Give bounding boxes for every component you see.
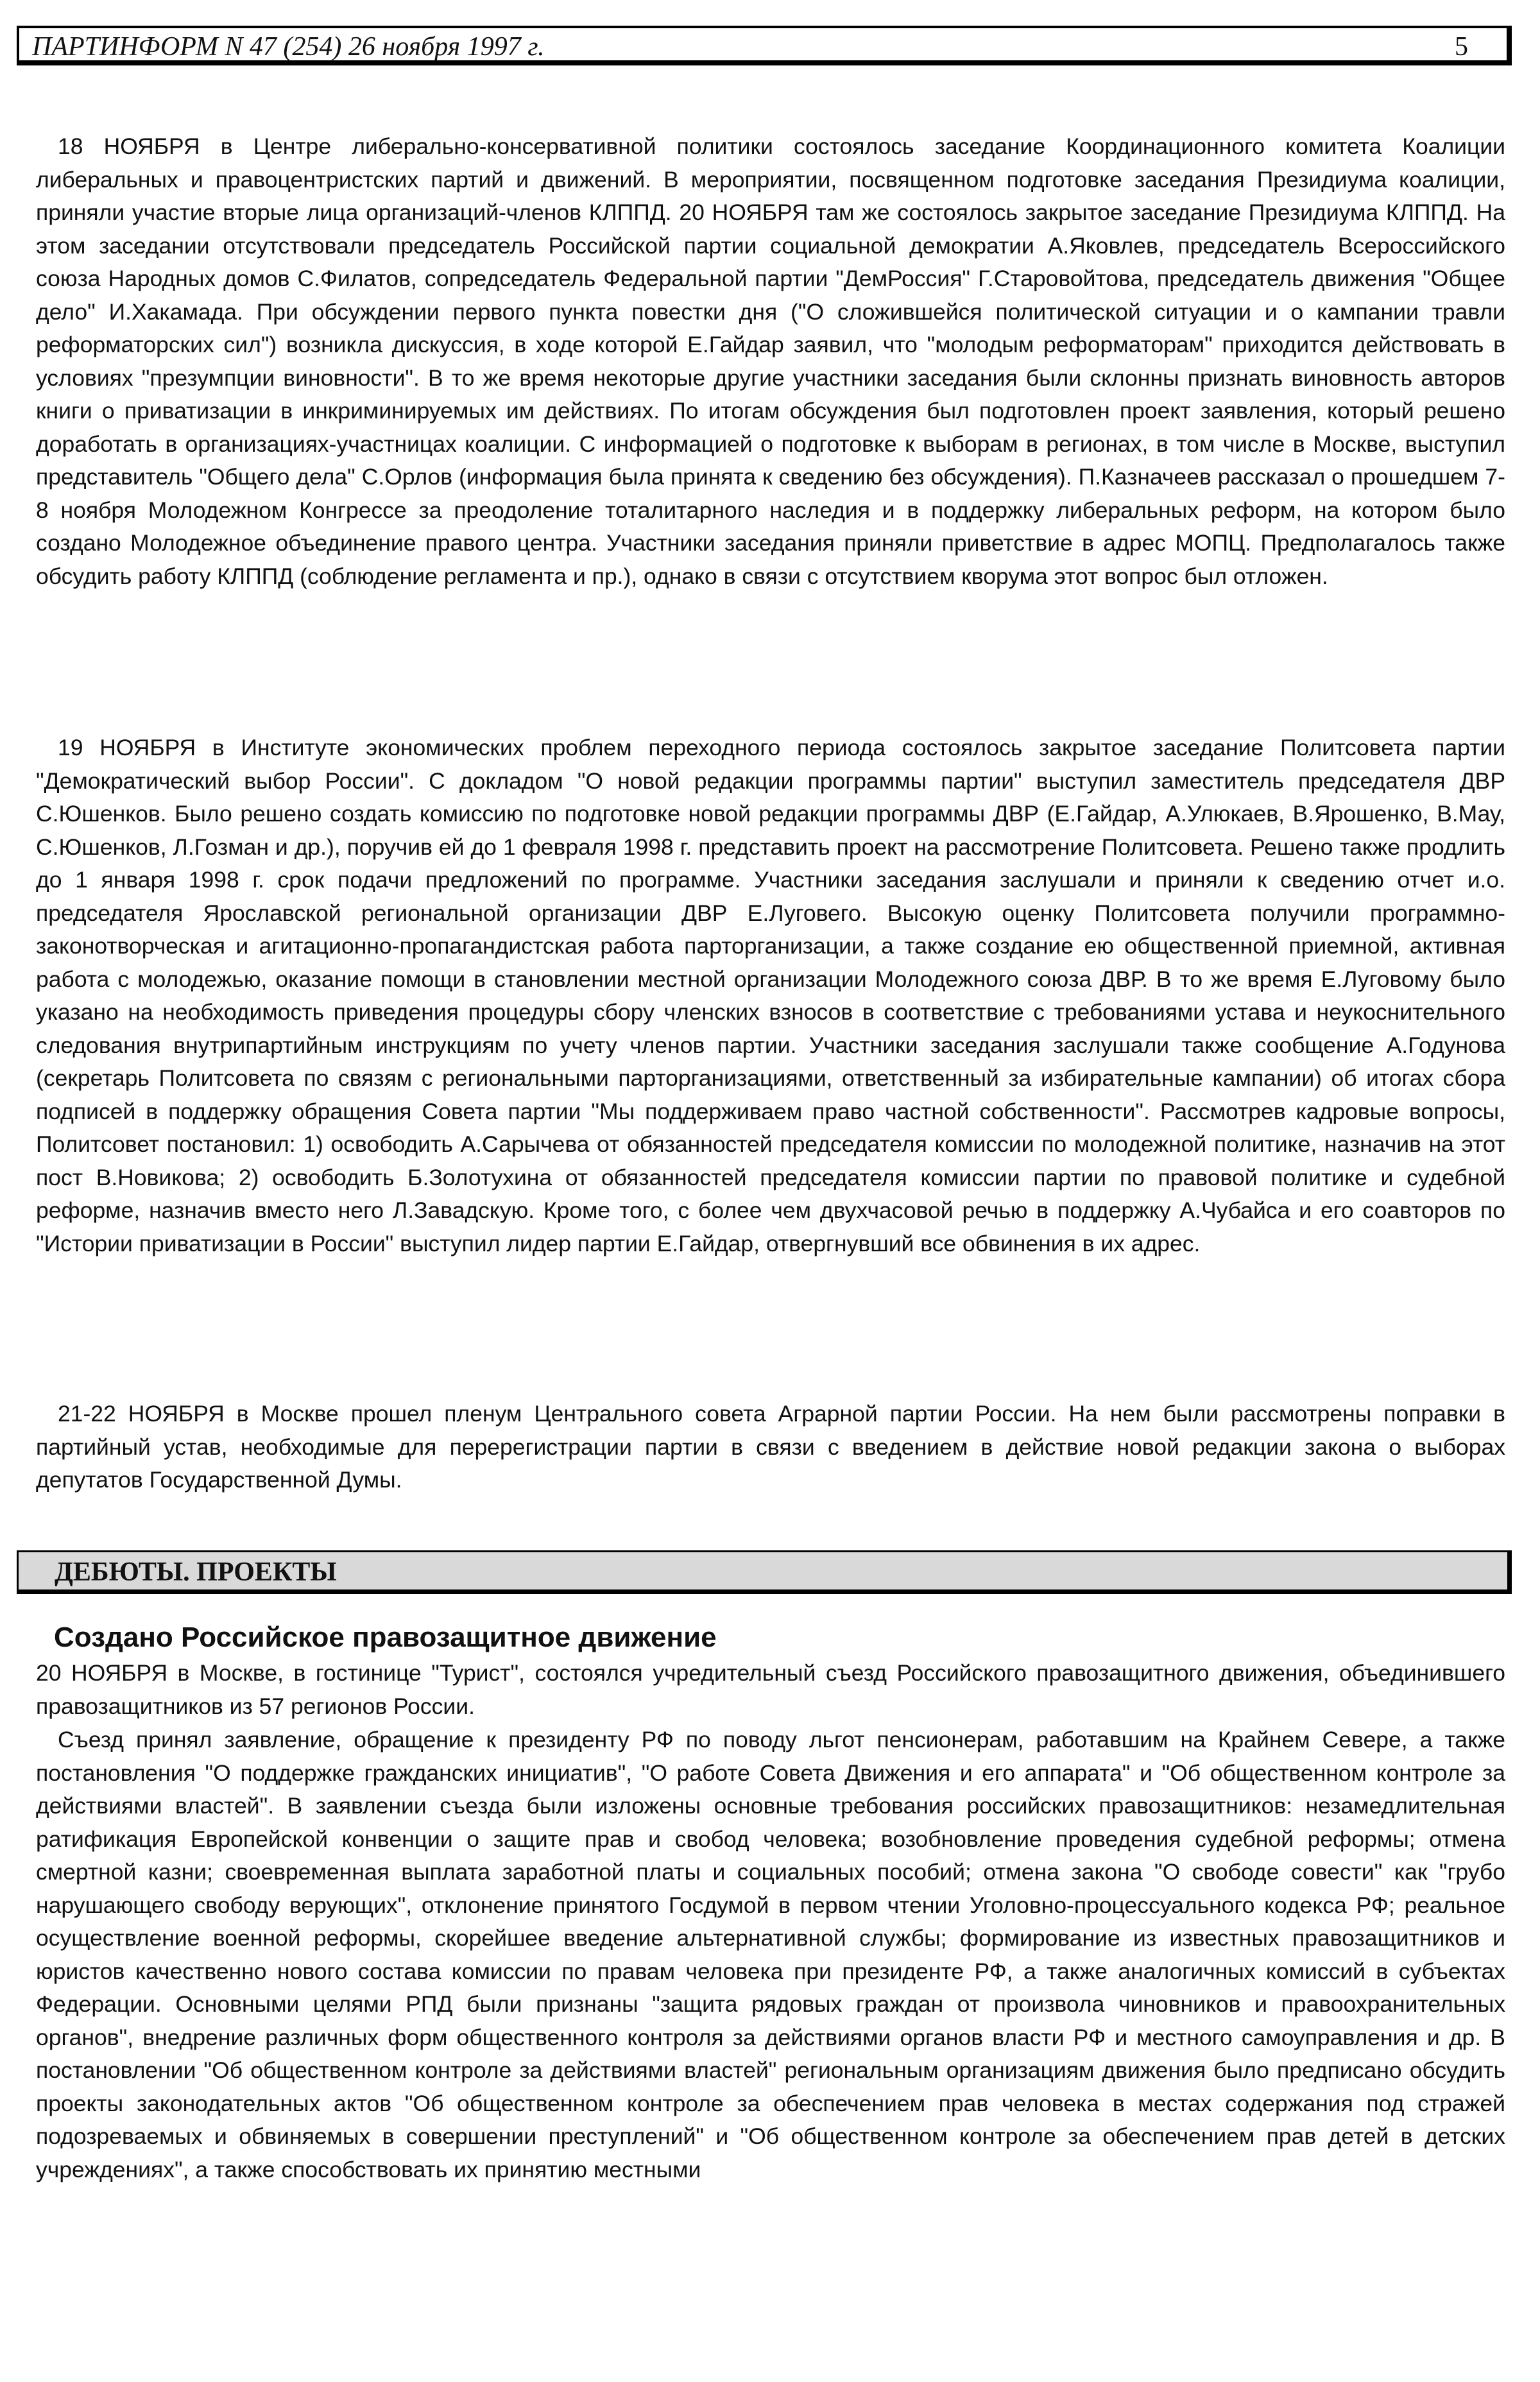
page-header [17,26,1512,65]
article-lead-paragraph: 20 НОЯБРЯ в Москве, в гостинице "Турист", состоялся учредительный съезд Российского правозащитного движения, объединившего правозащитников из 57 регионов России. [36,1660,1505,1719]
news-paragraph-nov-21-22: 21-22 НОЯБРЯ в Москве прошел пленум Центрального совета Аграрной партии России. На нем были рассмотрены поправки в партийный устав, необходимые для перерегистрации партии в связи с введением в действие новой редакции закона о выборах депутатов Государственной Думы. [36,1401,1505,1493]
article-body-paragraph: Съезд принял заявление, обращение к президенту РФ по поводу льгот пенсионерам, работавшим на Крайнем Севере, а также постановления "О поддержке гражданских инициатив", "О работе Совета Движения и его аппарата" и "Об общественном контроле за действиями властей". В заявлении съезда были изложены основные требования российских правозащитников: незамедлительная ратификация Европейской конвенции о защите прав и свобод человека; возобновление проведения судебной реформы; отмена смертной казни; своевременная выплата заработной платы и социальных пособий; отмена закона "О свободе совести" как "грубо нарушающего свободу верующих", отклонение принятого Госдумой в первом чтении Уголовно-процессуального кодекса РФ; реальное осуществление военной реформы, скорейшее введение альтернативной службы; формирование из известных правозащитников и юристов качественно нового состава комиссии по правам человека при президенте РФ, а также аналогичных комиссий в субъектах Федерации. Основными целями РПД были признаны "защита рядовых граждан от произвола чиновников и правоохранительных органов", внедрение различных форм общественного контроля за действиями органов власти РФ и местного самоуправления и др. В постановлении "Об общественном контроле за действиями властей" региональным организациям движения было предписано обсудить проекты законодательных актов "Об общественном контроле за обеспечением прав человека в местах содержания под стражей подозреваемых и обвиняемых в совершении преступлений" и "Об общественном контроле за обеспечением прав детей в детских учреждениях", а также способствовать их принятию местными [36,1727,1505,2182]
article-headline: Создано Российское правозащитное движение [54,1622,717,1653]
news-paragraph-nov-19: 19 НОЯБРЯ в Институте экономических проблем переходного периода состоялось закрытое заседание Политсовета партии "Демократический выбор России". С докладом "О новой редакции программы партии" выступил заместитель председателя ДВР С.Юшенков. Было решено создать комиссию по подготовке новой редакции программы ДВР (Е.Гайдар, А.Улюкаев, В.Ярошенко, В.Мау, С.Юшенков, Л.Гозман и др.), поручив ей до 1 февраля 1998 г. представить проект на рассмотрение Политсовета. Решено также продлить до 1 января 1998 г. срок подачи предложений по программе. Участники заседания заслушали и приняли к сведению отчет и.о. председателя Ярославской региональной организации ДВР Е.Луговего. Высокую оценку Политсовета получили программно-законотворческая и агитационно-пропагандистская работа парторганизации, а также создание ею общественной приемной, активная работа с молодежью, оказание помощи в становлении местной организации Молодежного союза ДВР. В то же время Е.Луговому было указано на необходимость приведения процедуры сбору членских взносов в соответствие с требованиями устава и неукоснительного следования внутрипартийным инструкциям по учету членов партии. Участники заседания заслушали также сообщение А.Годунова (секретарь Политсовета по связям с региональными парторганизациями, ответственный за избирательные кампании) об итогах сбора подписей в поддержку обращения Совета партии "Мы поддерживаем право частной собственности". Рассмотрев кадровые вопросы, Политсовет постановил: 1) освободить А.Сарычева от обязанностей председателя комиссии по молодежной политике, назначив на этот пост В.Новикова; 2) освободить Б.Золотухина от обязанностей председателя комиссии партии по правовой политике и судебной реформе, назначив вместо него Л.Завадскую. Кроме того, с более чем двухчасовой речью в поддержку А.Чубайса и его соавторов по "Истории приватизации в России" выступил лидер партии Е.Гайдар, отвергнувший все обвинения в их адрес. [36,735,1505,1256]
section-header [17,1550,1512,1594]
news-paragraph-nov-18: 18 НОЯБРЯ в Центре либерально-консервативной политики состоялось заседание Координационного комитета Коалиции либеральных и правоцентристских партий и движений. В мероприятии, посвященном подготовке заседания Президиума коалиции, приняли участие вторые лица организаций-членов КЛППД. 20 НОЯБРЯ там же состоялось закрытое заседание Президиума КЛППД. На этом заседании отсутствовали председатель Российской партии социальной демократии А.Яковлев, председатель Всероссийского союза Народных домов С.Филатов, сопредседатель Федеральной партии "ДемРоссия" Г.Старовойтова, председатель движения "Общее дело" И.Хакамада. При обсуждении первого пункта повестки дня ("О сложившейся политической ситуации и о кампании травли реформаторских сил") возникла дискуссия, в ходе которой Е.Гайдар заявил, что "молодым реформаторам" приходится действовать в условиях "презумпции виновности". В то же время некоторые другие участники заседания были склонны признать виновность авторов книги о приватизации в инкриминируемых им действиях. По итогам обсуждения был подготовлен проект заявления, который решено доработать в организациях-участницах коалиции. С информацией о подготовке к выборам в регионах, в том числе в Москве, выступил представитель "Общего дела" С.Орлов (информация была принята к сведению без обсуждения). П.Казначеев рассказал о прошедшем 7-8 ноября Молодежном Конгрессе за преодоление тоталитарного наследия и в поддержку либеральных реформ, на котором было создано Молодежное объединение правого центра. Участники заседания приняли приветствие в адрес МОПЦ. Предполагалось также обсудить работу КЛППД (соблюдение регламента и пр.), однако в связи с отсутствием кворума этот вопрос был отложен. [36,133,1505,589]
page-number: 5 [1455,32,1468,62]
publication-title: ПАРТИНФОРМ N 47 (254) 26 ноября 1997 г. [32,32,545,62]
section-title: ДЕБЮТЫ. ПРОЕКТЫ [55,1557,337,1587]
